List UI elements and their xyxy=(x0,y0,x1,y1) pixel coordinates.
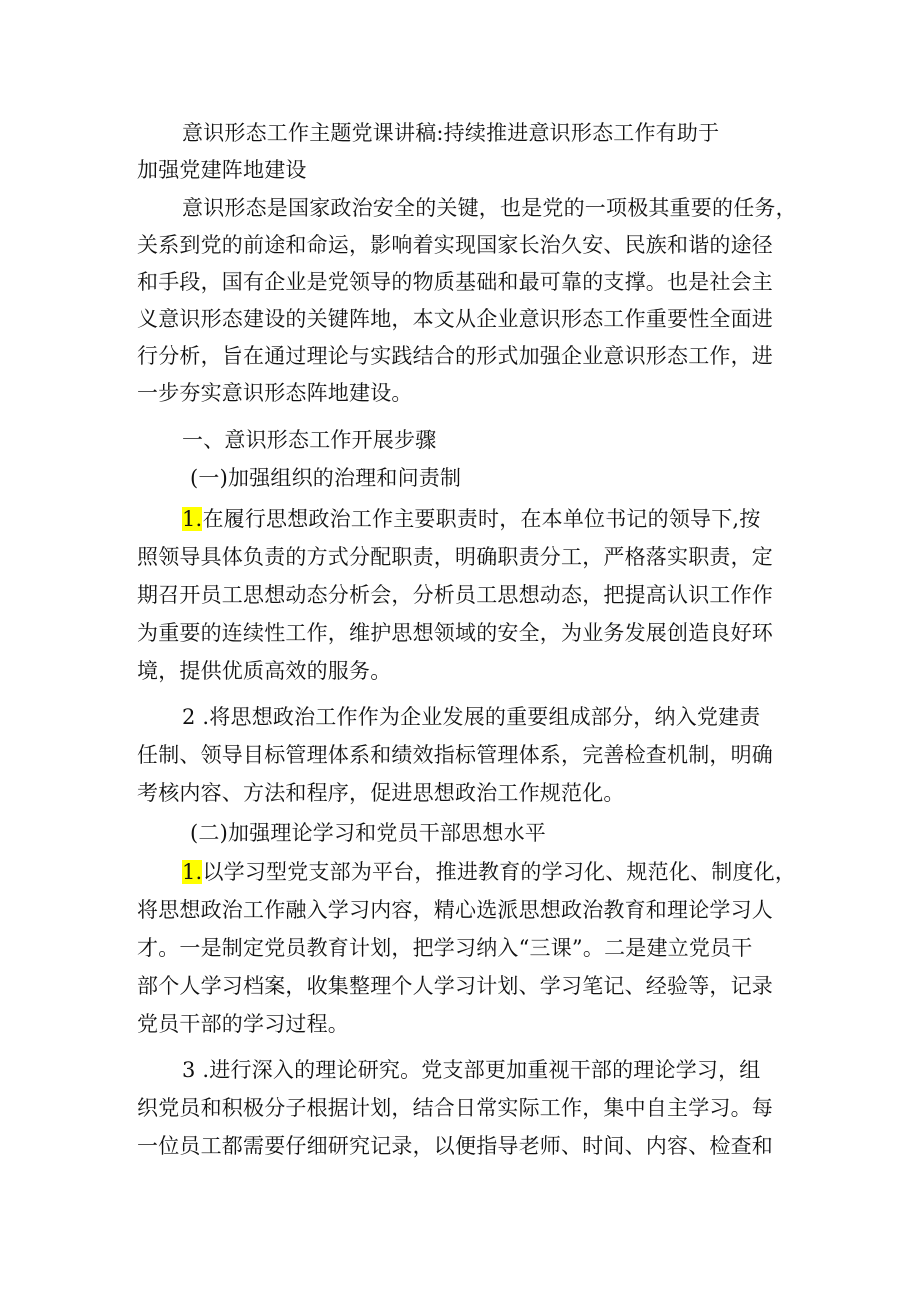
paragraph-3-line-2: 将思想政治工作融入学习内容，精心选派思想政治教育和理论学习人 xyxy=(137,898,773,922)
paragraph-3-line-5: 党员干部的学习过程。 xyxy=(137,1012,349,1036)
paragraph-1-line-3: 期召开员工思想动态分析会，分析员工思想动态，把提高认识工作作 xyxy=(137,583,773,607)
intro-line-3: 和手段，国有企业是党领导的物质基础和最可靠的支撑。也是社会主 xyxy=(137,270,773,294)
subsection-heading-2: (二)加强理论学习和党员干部思想水平 xyxy=(190,821,546,845)
highlighted-marker: 1. xyxy=(182,860,203,884)
paragraph-2-line-3: 考核内容、方法和程序，促进思想政治工作规范化。 xyxy=(137,781,625,805)
document-title-line-1: 意识形态工作主题党课讲稿:持续推进意识形态工作有助于 xyxy=(182,121,720,145)
intro-line-5: 行分析，旨在通过理论与实践结合的形式加强企业意识形态工作，进 xyxy=(137,344,773,368)
intro-line-2: 关系到党的前途和命运，影响着实现国家长治久安、民族和谐的途径 xyxy=(137,233,773,257)
section-heading-1: 一、意识形态工作开展步骤 xyxy=(182,428,437,452)
paragraph-1-line-4: 为重要的连续性工作，维护思想领域的安全，为业务发展创造良好环 xyxy=(137,621,773,645)
intro-line-6: 一步夯实意识形态阵地建设。 xyxy=(137,381,413,405)
paragraph-2-line-2: 任制、领导目标管理体系和绩效指标管理体系，完善检查机制，明确 xyxy=(137,743,773,767)
paragraph-1-line-1-text: 在履行思想政治工作主要职责时，在本单位书记的领导下,按 xyxy=(202,507,761,531)
paragraph-3-line-3: 才。一是制定党员教育计划，把学习纳入“三课”。二是建立党员干 xyxy=(137,936,753,960)
paragraph-4-line-2: 织党员和积极分子根据计划，结合日常实际工作，集中自主学习。每 xyxy=(137,1096,773,1120)
paragraph-4-line-3: 一位员工都需要仔细研究记录，以便指导老师、时间、内容、检查和 xyxy=(137,1134,773,1158)
intro-line-1: 意识形态是国家政治安全的关键，也是党的一项极其重要的任务， xyxy=(182,196,797,220)
paragraph-3-line-1-text: 以学习型党支部为平台，推进教育的学习化、规范化、制度化， xyxy=(202,860,797,884)
paragraph-3-line-1 xyxy=(182,857,842,887)
highlighted-marker: 1. xyxy=(182,507,203,531)
paragraph-1-line-1 xyxy=(182,504,842,534)
subsection-heading-1: (一)加强组织的治理和问责制 xyxy=(190,466,462,490)
paragraph-3-line-4: 部个人学习档案，收集整理个人学习计划、学习笔记、经验等，记录 xyxy=(137,974,773,998)
paragraph-1-line-2: 照领导具体负责的方式分配职责，明确职责分工，严格落实职责，定 xyxy=(137,545,773,569)
paragraph-1-line-5: 境，提供优质高效的服务。 xyxy=(137,659,392,683)
intro-line-4: 义意识形态建设的关键阵地，本文从企业意识形态工作重要性全面进 xyxy=(137,307,773,331)
paragraph-4-line-1: 3 .进行深入的理论研究。党支部更加重视干部的理论学习，组 xyxy=(182,1058,761,1082)
document-title-line-2: 加强党建阵地建设 xyxy=(137,158,307,182)
paragraph-2-line-1: 2 .将思想政治工作作为企业发展的重要组成部分，纳入党建责 xyxy=(182,705,761,729)
